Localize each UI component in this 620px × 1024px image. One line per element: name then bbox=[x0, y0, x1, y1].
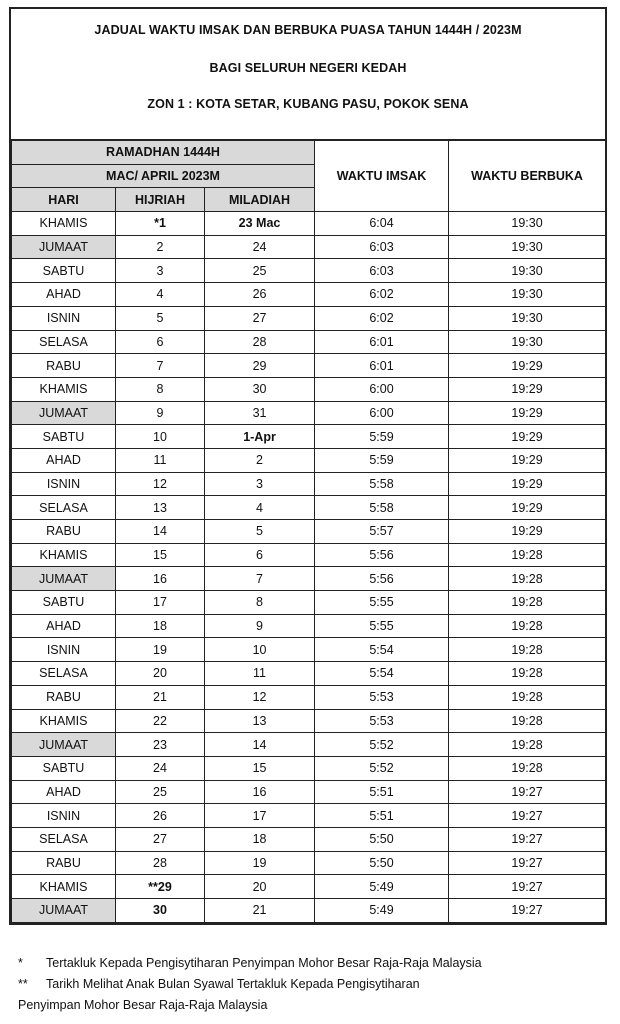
hari-cell: RABU bbox=[12, 354, 116, 378]
hari-cell: RABU bbox=[12, 685, 116, 709]
table-row bbox=[12, 354, 606, 378]
berbuka-cell: 19:29 bbox=[449, 472, 606, 496]
table-row bbox=[12, 425, 606, 449]
table-row bbox=[12, 591, 606, 615]
imsak-cell: 6:00 bbox=[315, 377, 449, 401]
berbuka-cell: 19:30 bbox=[449, 283, 606, 307]
hijriah-cell: 14 bbox=[116, 520, 205, 544]
hijriah-cell: 7 bbox=[116, 354, 205, 378]
imsak-cell: 5:59 bbox=[315, 425, 449, 449]
hari-cell: SABTU bbox=[12, 259, 116, 283]
hari-cell: ISNIN bbox=[12, 638, 116, 662]
table-row bbox=[12, 330, 606, 354]
imsak-cell: 6:01 bbox=[315, 354, 449, 378]
imsak-cell: 5:50 bbox=[315, 851, 449, 875]
imsak-cell: 5:49 bbox=[315, 899, 449, 923]
miladiah-cell: 30 bbox=[205, 377, 315, 401]
imsak-cell: 6:03 bbox=[315, 235, 449, 259]
imsak-cell: 5:58 bbox=[315, 496, 449, 520]
table-row bbox=[12, 235, 606, 259]
imsak-cell: 5:51 bbox=[315, 804, 449, 828]
berbuka-cell: 19:28 bbox=[449, 733, 606, 757]
berbuka-cell: 19:29 bbox=[449, 401, 606, 425]
footnote-text: Tertakluk Kepada Pengisytiharan Penyimpan Mohor Besar Raja-Raja Malaysia bbox=[46, 956, 482, 970]
miladiah-cell: 28 bbox=[205, 330, 315, 354]
hijriah-cell: 15 bbox=[116, 543, 205, 567]
miladiah-cell: 31 bbox=[205, 401, 315, 425]
miladiah-cell: 24 bbox=[205, 235, 315, 259]
hari-cell: RABU bbox=[12, 851, 116, 875]
hijriah-cell: 4 bbox=[116, 283, 205, 307]
miladiah-cell: 4 bbox=[205, 496, 315, 520]
imsak-cell: 5:56 bbox=[315, 543, 449, 567]
berbuka-cell: 19:29 bbox=[449, 425, 606, 449]
hijriah-cell: 19 bbox=[116, 638, 205, 662]
hijriah-cell: 23 bbox=[116, 733, 205, 757]
imsak-cell: 6:02 bbox=[315, 283, 449, 307]
table-row bbox=[12, 851, 606, 875]
hari-cell: JUMAAT bbox=[12, 235, 116, 259]
hijriah-cell: 17 bbox=[116, 591, 205, 615]
hari-cell: SABTU bbox=[12, 591, 116, 615]
miladiah-cell: 10 bbox=[205, 638, 315, 662]
hijriah-cell: 10 bbox=[116, 425, 205, 449]
hijriah-cell: 28 bbox=[116, 851, 205, 875]
berbuka-cell: 19:29 bbox=[449, 377, 606, 401]
imsak-cell: 6:00 bbox=[315, 401, 449, 425]
imsak-cell: 5:55 bbox=[315, 591, 449, 615]
hari-cell: RABU bbox=[12, 520, 116, 544]
berbuka-cell: 19:30 bbox=[449, 330, 606, 354]
footnote-text: Tarikh Melihat Anak Bulan Syawal Tertakluk Kepada Pengisytiharan bbox=[46, 977, 420, 991]
hari-cell: SABTU bbox=[12, 756, 116, 780]
miladiah-cell: 7 bbox=[205, 567, 315, 591]
berbuka-cell: 19:29 bbox=[449, 496, 606, 520]
miladiah-cell: 5 bbox=[205, 520, 315, 544]
berbuka-cell: 19:28 bbox=[449, 756, 606, 780]
footnotes bbox=[18, 953, 608, 1016]
table-row bbox=[12, 709, 606, 733]
footnote-mark: * bbox=[18, 956, 23, 970]
hijriah-cell: *1 bbox=[116, 212, 205, 236]
hijriah-cell: 3 bbox=[116, 259, 205, 283]
imsak-cell: 5:59 bbox=[315, 448, 449, 472]
hijriah-cell: 27 bbox=[116, 827, 205, 851]
hijriah-cell: 30 bbox=[116, 899, 205, 923]
hijriah-cell: 25 bbox=[116, 780, 205, 804]
imsak-cell: 5:53 bbox=[315, 685, 449, 709]
footnote-text: Penyimpan Mohor Besar Raja-Raja Malaysia bbox=[18, 998, 268, 1012]
hijriah-header: HIJRIAH bbox=[116, 188, 205, 212]
imsak-cell: 5:58 bbox=[315, 472, 449, 496]
berbuka-cell: 19:30 bbox=[449, 306, 606, 330]
table-row bbox=[12, 212, 606, 236]
berbuka-cell: 19:28 bbox=[449, 567, 606, 591]
table-row bbox=[12, 638, 606, 662]
miladiah-cell: 19 bbox=[205, 851, 315, 875]
hijriah-cell: 11 bbox=[116, 448, 205, 472]
hari-cell: SELASA bbox=[12, 330, 116, 354]
hari-cell: KHAMIS bbox=[12, 709, 116, 733]
hijriah-cell: 6 bbox=[116, 330, 205, 354]
footnote-1 bbox=[18, 953, 608, 974]
imsak-cell: 5:57 bbox=[315, 520, 449, 544]
berbuka-cell: 19:27 bbox=[449, 875, 606, 899]
imsak-cell: 5:54 bbox=[315, 662, 449, 686]
state-subtitle: BAGI SELURUH NEGERI KEDAH bbox=[209, 61, 407, 75]
miladiah-cell: 15 bbox=[205, 756, 315, 780]
berbuka-cell: 19:28 bbox=[449, 709, 606, 733]
hari-cell: SELASA bbox=[12, 827, 116, 851]
hari-cell: KHAMIS bbox=[12, 212, 116, 236]
timetable-sheet bbox=[9, 7, 607, 925]
hari-cell: AHAD bbox=[12, 448, 116, 472]
miladiah-cell: 27 bbox=[205, 306, 315, 330]
footnote-2 bbox=[18, 974, 608, 995]
berbuka-cell: 19:28 bbox=[449, 685, 606, 709]
berbuka-cell: 19:29 bbox=[449, 520, 606, 544]
berbuka-cell: 19:27 bbox=[449, 899, 606, 923]
berbuka-cell: 19:28 bbox=[449, 614, 606, 638]
table-row bbox=[12, 662, 606, 686]
hari-cell: JUMAAT bbox=[12, 899, 116, 923]
table-row bbox=[12, 472, 606, 496]
miladiah-cell: 20 bbox=[205, 875, 315, 899]
table-row bbox=[12, 733, 606, 757]
table-row bbox=[12, 875, 606, 899]
hari-cell: AHAD bbox=[12, 283, 116, 307]
miladiah-cell: 3 bbox=[205, 472, 315, 496]
imsak-cell: 6:04 bbox=[315, 212, 449, 236]
miladiah-cell: 1-Apr bbox=[205, 425, 315, 449]
table-row bbox=[12, 756, 606, 780]
hari-cell: ISNIN bbox=[12, 804, 116, 828]
miladiah-cell: 13 bbox=[205, 709, 315, 733]
schedule-table bbox=[11, 140, 606, 923]
berbuka-cell: 19:28 bbox=[449, 543, 606, 567]
miladiah-cell: 17 bbox=[205, 804, 315, 828]
hijriah-cell: 16 bbox=[116, 567, 205, 591]
miladiah-cell: 23 Mac bbox=[205, 212, 315, 236]
table-row bbox=[12, 899, 606, 923]
hijriah-cell: 26 bbox=[116, 804, 205, 828]
document-title: JADUAL WAKTU IMSAK DAN BERBUKA PUASA TAHUN 1444H / 2023M bbox=[94, 23, 522, 37]
month-header: MAC/ APRIL 2023M bbox=[12, 164, 315, 188]
hijriah-cell: 2 bbox=[116, 235, 205, 259]
miladiah-cell: 9 bbox=[205, 614, 315, 638]
table-row bbox=[12, 520, 606, 544]
berbuka-cell: 19:28 bbox=[449, 591, 606, 615]
hari-cell: JUMAAT bbox=[12, 733, 116, 757]
imsak-cell: 6:02 bbox=[315, 306, 449, 330]
footnote-mark: ** bbox=[18, 977, 28, 991]
imsak-cell: 5:49 bbox=[315, 875, 449, 899]
table-row bbox=[12, 306, 606, 330]
imsak-cell: 5:54 bbox=[315, 638, 449, 662]
table-row bbox=[12, 377, 606, 401]
hijriah-cell: 18 bbox=[116, 614, 205, 638]
imsak-header: WAKTU IMSAK bbox=[315, 141, 449, 212]
hari-cell: JUMAAT bbox=[12, 567, 116, 591]
berbuka-cell: 19:27 bbox=[449, 804, 606, 828]
table-row bbox=[12, 685, 606, 709]
imsak-cell: 5:51 bbox=[315, 780, 449, 804]
hijriah-cell: 12 bbox=[116, 472, 205, 496]
miladiah-cell: 25 bbox=[205, 259, 315, 283]
ramadhan-header: RAMADHAN 1444H bbox=[12, 141, 315, 165]
hari-cell: AHAD bbox=[12, 614, 116, 638]
berbuka-cell: 19:27 bbox=[449, 851, 606, 875]
imsak-cell: 5:53 bbox=[315, 709, 449, 733]
hijriah-cell: 13 bbox=[116, 496, 205, 520]
miladiah-cell: 16 bbox=[205, 780, 315, 804]
hijriah-cell: 9 bbox=[116, 401, 205, 425]
berbuka-cell: 19:28 bbox=[449, 638, 606, 662]
imsak-cell: 5:55 bbox=[315, 614, 449, 638]
miladiah-cell: 2 bbox=[205, 448, 315, 472]
miladiah-cell: 21 bbox=[205, 899, 315, 923]
miladiah-cell: 14 bbox=[205, 733, 315, 757]
hari-cell: SABTU bbox=[12, 425, 116, 449]
hari-cell: ISNIN bbox=[12, 472, 116, 496]
table-row bbox=[12, 283, 606, 307]
miladiah-cell: 6 bbox=[205, 543, 315, 567]
imsak-cell: 5:52 bbox=[315, 733, 449, 757]
table-row bbox=[12, 567, 606, 591]
table-row bbox=[12, 401, 606, 425]
miladiah-cell: 11 bbox=[205, 662, 315, 686]
hijriah-cell: 20 bbox=[116, 662, 205, 686]
hijriah-cell: 8 bbox=[116, 377, 205, 401]
hari-cell: SELASA bbox=[12, 662, 116, 686]
imsak-cell: 5:50 bbox=[315, 827, 449, 851]
miladiah-cell: 12 bbox=[205, 685, 315, 709]
zone-subtitle: ZON 1 : KOTA SETAR, KUBANG PASU, POKOK SENA bbox=[147, 97, 469, 111]
miladiah-cell: 8 bbox=[205, 591, 315, 615]
imsak-cell: 5:56 bbox=[315, 567, 449, 591]
hari-header: HARI bbox=[12, 188, 116, 212]
table-row bbox=[12, 543, 606, 567]
title-block bbox=[11, 9, 605, 140]
hijriah-cell: 22 bbox=[116, 709, 205, 733]
hari-cell: KHAMIS bbox=[12, 543, 116, 567]
hijriah-cell: 5 bbox=[116, 306, 205, 330]
hijriah-cell: 24 bbox=[116, 756, 205, 780]
table-row bbox=[12, 448, 606, 472]
berbuka-cell: 19:27 bbox=[449, 827, 606, 851]
table-row bbox=[12, 259, 606, 283]
hari-cell: KHAMIS bbox=[12, 377, 116, 401]
hijriah-cell: 21 bbox=[116, 685, 205, 709]
miladiah-cell: 29 bbox=[205, 354, 315, 378]
table-row bbox=[12, 804, 606, 828]
miladiah-cell: 26 bbox=[205, 283, 315, 307]
hari-cell: SELASA bbox=[12, 496, 116, 520]
berbuka-cell: 19:27 bbox=[449, 780, 606, 804]
berbuka-cell: 19:29 bbox=[449, 448, 606, 472]
hari-cell: KHAMIS bbox=[12, 875, 116, 899]
berbuka-cell: 19:30 bbox=[449, 259, 606, 283]
imsak-cell: 6:01 bbox=[315, 330, 449, 354]
hari-cell: ISNIN bbox=[12, 306, 116, 330]
table-row bbox=[12, 496, 606, 520]
hari-cell: AHAD bbox=[12, 780, 116, 804]
table-row bbox=[12, 780, 606, 804]
berbuka-cell: 19:29 bbox=[449, 354, 606, 378]
berbuka-cell: 19:28 bbox=[449, 662, 606, 686]
hari-cell: JUMAAT bbox=[12, 401, 116, 425]
imsak-cell: 5:52 bbox=[315, 756, 449, 780]
miladiah-cell: 18 bbox=[205, 827, 315, 851]
berbuka-cell: 19:30 bbox=[449, 235, 606, 259]
berbuka-cell: 19:30 bbox=[449, 212, 606, 236]
miladiah-header: MILADIAH bbox=[205, 188, 315, 212]
table-row bbox=[12, 614, 606, 638]
footnote-2-continued bbox=[18, 995, 608, 1016]
berbuka-header: WAKTU BERBUKA bbox=[449, 141, 606, 212]
table-row bbox=[12, 827, 606, 851]
imsak-cell: 6:03 bbox=[315, 259, 449, 283]
hijriah-cell: **29 bbox=[116, 875, 205, 899]
